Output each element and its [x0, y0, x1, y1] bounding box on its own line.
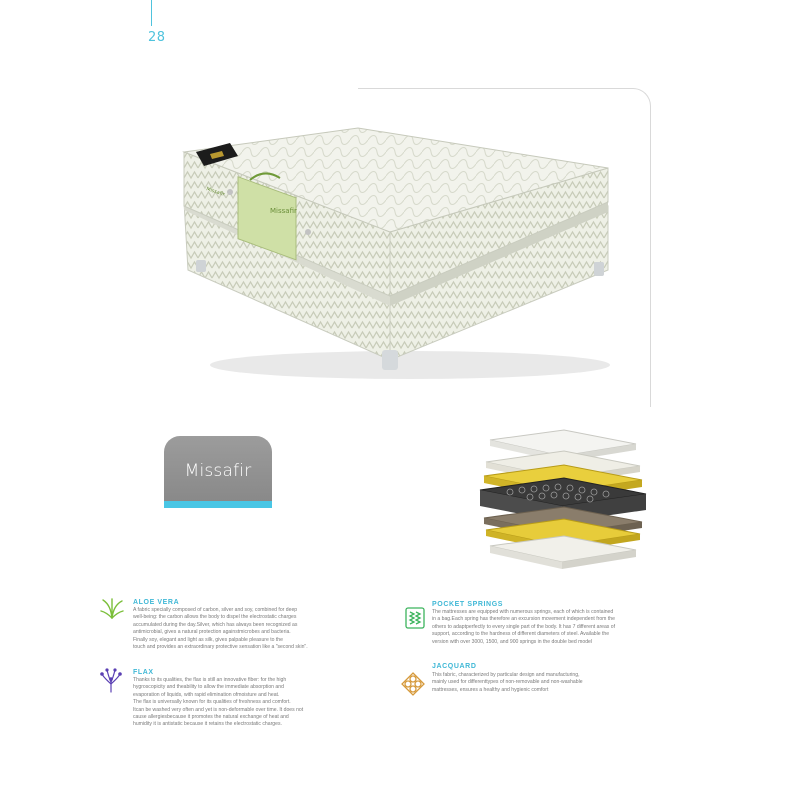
aloe-vera-description — [133, 607, 403, 651]
pocket-springs-line: The mattresses are equipped with numerous springs, each of which is contained — [432, 609, 614, 615]
brand-badge — [164, 436, 272, 508]
aloe-vera-line: Finally soy, elegant and light as silk, gives palpable pleasure to the — [133, 636, 283, 643]
aloe-vera-title: ALOE VERA — [133, 599, 180, 606]
jacquard-description — [432, 672, 692, 694]
mattress-photo — [170, 110, 630, 390]
flax-line: The flax is universally known for its qualities of freshness and comfort. — [133, 699, 291, 706]
badge-accent-strip — [164, 501, 272, 508]
pocket-springs-line: others to adaptperfectly to every single part of the body. It has 7 different areas of — [432, 623, 616, 630]
spring-coil-icon — [402, 605, 428, 631]
aloe-leaf-icon — [99, 596, 125, 622]
brand-name: Missafir — [184, 461, 252, 481]
front-panel-label: Missafir — [270, 207, 297, 215]
jacquard-line: mattresses, ensures a healthy and hygienic comfort — [432, 686, 549, 693]
jacquard-weave-icon — [400, 671, 426, 697]
flax-line: hygroscopicity and theability to allow the immediate absorption and — [133, 684, 284, 691]
flax-flower-icon — [98, 668, 124, 694]
pocket-springs-line: in a bag.Each spring has therefore an excursion movement independent from the — [432, 616, 615, 623]
flax-line: humidity it is antistatic because it retains the electrostatic charges. — [133, 721, 282, 728]
flax-line: cause allergiesbecause it promotes the natural exchange of heat and — [133, 714, 289, 721]
side-label: Missafir — [205, 186, 226, 198]
mattress-layers-photo — [460, 426, 656, 576]
aloe-vera-line: touch and provides an extraordinary protective sensation like a "second skin". — [133, 644, 308, 651]
page-number: 28 — [148, 30, 166, 45]
jacquard-line: mainly used for differenttypes of non-removable and non-washable — [432, 679, 583, 686]
aloe-vera-line: antimicrobial, gives a natural protection againstmicrobes and bacteria. — [133, 629, 291, 636]
flax-title: FLAX — [133, 669, 154, 676]
pocket-springs-description — [432, 609, 712, 646]
pocket-springs-line: version with over 3000, 1500, and 900 springs in the double bed model — [432, 638, 592, 645]
flax-line: Thanks to its qualities, the flax is still an innovative fiber: for the high — [133, 677, 287, 683]
jacquard-line: This fabric, characterized by particular design and manufacturing, — [432, 672, 580, 678]
pocket-springs-line: support, according to the hardness of different diameters of steel. Available the — [432, 631, 610, 638]
pocket-springs-title: POCKET SPRINGS — [432, 601, 504, 608]
flax-line: Itcan be washed very often and yet is non-deformable over time. It does not — [133, 706, 304, 713]
flax-line: evaporation of liquids, with rapid elimination ofmoisture and heat. — [133, 691, 280, 698]
aloe-vera-line: accumulated during the day.Silver, which has always been recognized as — [133, 621, 298, 628]
flax-description — [133, 677, 403, 729]
jacquard-title: JACQUARD — [432, 663, 477, 670]
page-marker-line — [151, 0, 152, 26]
aloe-vera-line: A fabric specially composed of carbon, silver and soy, combined for deep — [133, 607, 298, 613]
aloe-vera-line: well-being: the carbon allows the body to dispel the electrostatic charges — [133, 614, 297, 621]
